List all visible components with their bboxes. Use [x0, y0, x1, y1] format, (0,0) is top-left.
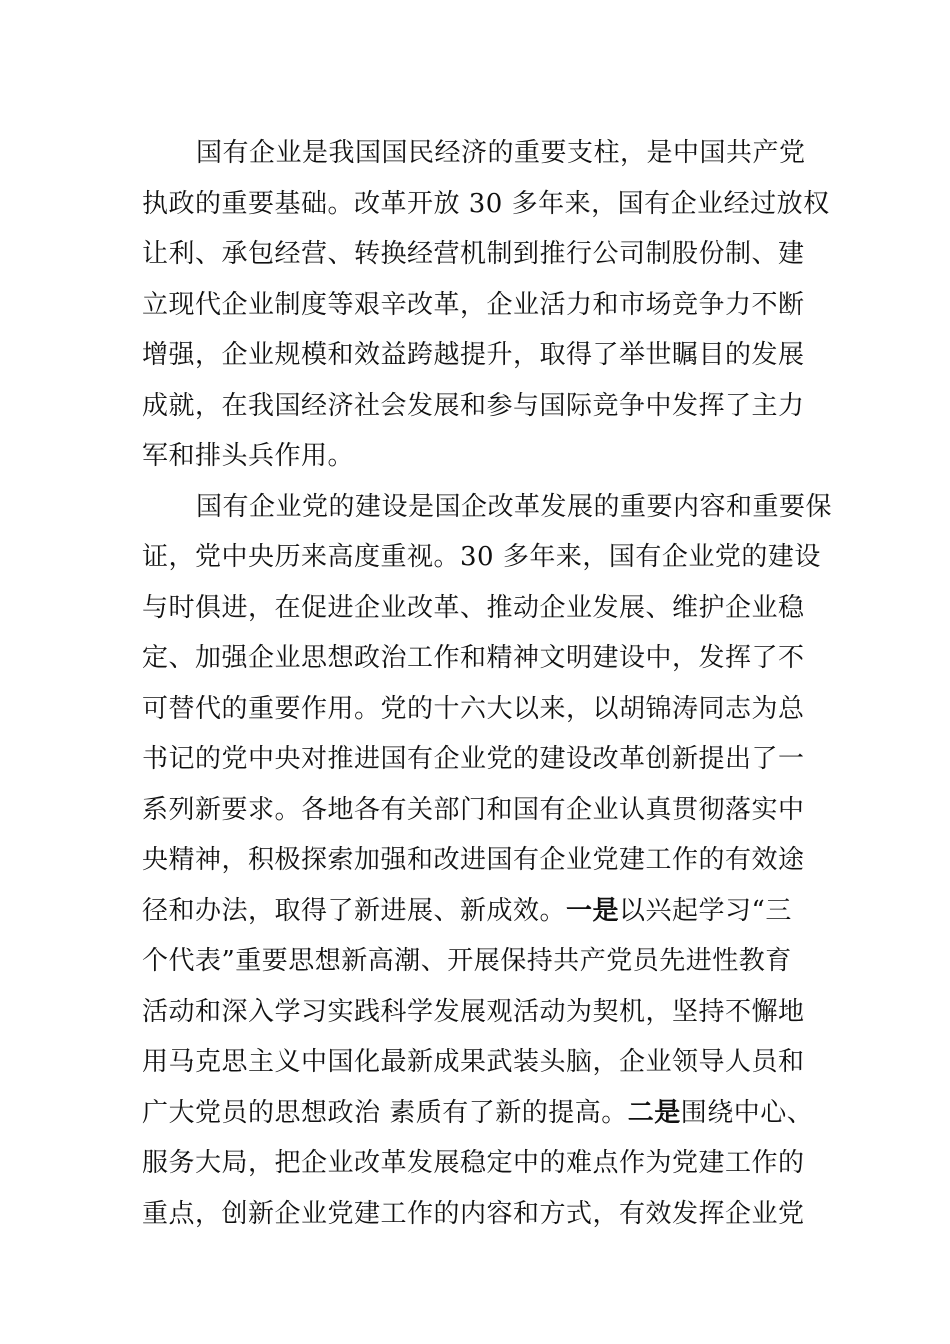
paragraph-line — [142, 886, 822, 937]
paragraph-line: 国有企业是我国国民经济的重要支柱，是中国共产党 — [196, 138, 806, 168]
paragraph-line: 服务大局，把企业改革发展稳定中的难点作为党建工作的 — [142, 1148, 805, 1178]
paragraph-line: 定、加强企业思想政治工作和精神文明建设中，发挥了不 — [142, 643, 805, 673]
emphasis-first: 一是 — [566, 895, 620, 926]
paragraph-line: 用马克思主义中国化最新成果武装头脑，企业领导人员和 — [142, 1047, 805, 1077]
paragraph-2 — [142, 482, 833, 1240]
paragraph-line: 可替代的重要作用。党的十六大以来，以胡锦涛同志为总 — [142, 693, 805, 724]
paragraph-line: 重点，创新企业党建工作的内容和方式，有效发挥企业党 — [142, 1198, 805, 1229]
paragraph-line: 系列新要求。各地各有关部门和国有企业认真贯彻落实中 — [142, 794, 805, 825]
paragraph-line: 执政的重要基础。改革开放 30 多年来，国有企业经过放权 — [142, 188, 830, 219]
paragraph-line: 军和排头兵作用。 — [142, 441, 355, 471]
paragraph-line: 立现代企业制度等艰辛改革，企业活力和市场竞争力不断 — [142, 289, 805, 320]
paragraph-line: 让利、承包经营、转换经营机制到推行公司制股份制、建 — [142, 239, 805, 269]
emphasis-second: 二是 — [627, 1097, 681, 1128]
line-text: 围绕中心、 — [680, 1097, 814, 1128]
paragraph-line: 活动和深入学习实践科学发展观活动为契机，坚持不懈地 — [142, 996, 805, 1027]
paragraph-line: 增强，企业规模和效益跨越提升，取得了举世瞩目的发展 — [142, 340, 805, 370]
line-text: 广大党员的思想政治 素质有了新的提高。 — [142, 1097, 628, 1128]
paragraph-line: 与时俱进，在促进企业改革、推动企业发展、维护企业稳 — [142, 592, 805, 623]
paragraph-1 — [142, 128, 830, 482]
body-text — [142, 128, 833, 1239]
paragraph-line — [142, 1088, 822, 1139]
line-text: 径和办法，取得了新进展、新成效。 — [142, 895, 567, 926]
paragraph-line: 成就，在我国经济社会发展和参与国际竞争中发挥了主力 — [142, 390, 805, 421]
paragraph-line: 证，党中央历来高度重视。30 多年来，国有企业党的建设 — [142, 542, 821, 572]
paragraph-line: 央精神，积极探索加强和改进国有企业党建工作的有效途 — [142, 845, 805, 875]
paragraph-line: 个代表”重要思想新高潮、开展保持共产党员先进性教育 — [142, 946, 792, 976]
paragraph-line: 书记的党中央对推进国有企业党的建设改革创新提出了一 — [142, 744, 805, 774]
paragraph-line: 国有企业党的建设是国企改革发展的重要内容和重要保 — [196, 491, 833, 522]
line-text: 以兴起学习“三 — [619, 895, 792, 926]
